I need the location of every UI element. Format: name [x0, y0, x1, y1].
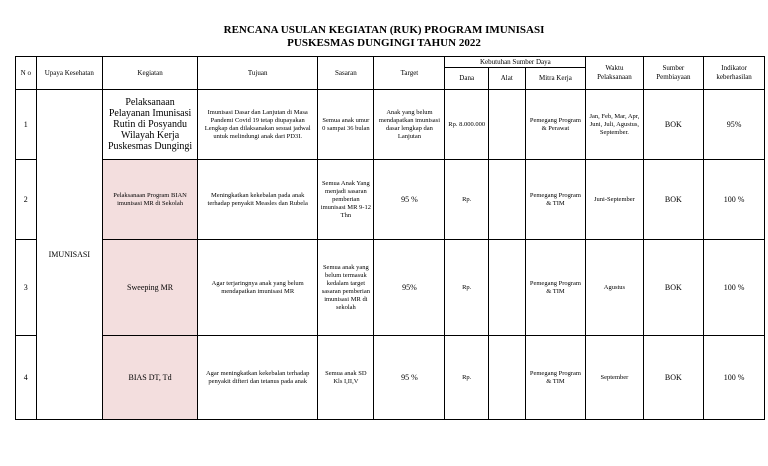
row-sasaran: Semua anak umur 0 sampai 36 bulan	[318, 90, 374, 160]
row-indikator: 95%	[704, 90, 765, 160]
row-sasaran: Semua anak yang belum termasuk kedalam target sasaran pemberian imunisasi MR di sekolah	[318, 240, 374, 336]
row-indikator: 100 %	[704, 240, 765, 336]
row-alat	[488, 160, 525, 240]
row-tujuan: Imunisasi Dasar dan Lanjutan di Masa Pandemi Covid 19 tetap diupayakan Lengkap dan dilaksanakan sesuai jadwal untuk melindungi anak dari PD3I.	[198, 90, 318, 160]
header-waktu: Waktu Pelaksanaan	[586, 57, 643, 90]
row-no: 2	[16, 160, 37, 240]
row-no: 4	[16, 336, 37, 420]
header-mitra: Mitra Kerja	[525, 68, 586, 90]
document-title: RENCANA USULAN KEGIATAN (RUK) PROGRAM IMUNISASI	[223, 24, 545, 36]
header-target: Target	[374, 57, 445, 90]
row-target: Anak yang belum mendapatkan imunisasi dasar lengkap dan Lanjutan	[374, 90, 445, 160]
row-sasaran: Semua Anak Yang menjadi sasaran pemberian imunisasi MR 9-12 Thn	[318, 160, 374, 240]
row-mitra: Pemegang Program & TIM	[525, 160, 586, 240]
table-row	[16, 160, 765, 240]
row-sumber: BOK	[643, 90, 704, 160]
row-sumber: BOK	[643, 160, 704, 240]
table-row	[16, 336, 765, 420]
header-sumber: Sumber Pembiayaan	[643, 57, 704, 90]
header-alat: Alat	[488, 68, 525, 90]
row-kegiatan: BIAS DT, Td	[103, 336, 198, 420]
row-kegiatan: Pelaksanaan Program BIAN imunisasi MR di Sekolah	[103, 160, 198, 240]
ruk-table	[15, 56, 765, 420]
header-sasaran: Sasaran	[318, 57, 374, 90]
row-waktu: Agustus	[586, 240, 643, 336]
row-sumber: BOK	[643, 240, 704, 336]
row-kegiatan: Sweeping MR	[103, 240, 198, 336]
row-kegiatan: Pelaksanaan Pelayanan Imunisasi Rutin di Posyandu Wilayah Kerja Puskesmas Dungingi	[103, 90, 198, 160]
upaya-kesehatan-cell: IMUNISASI	[36, 90, 102, 420]
row-waktu: Jan, Feb, Mar, Apr, Juni, Juli, Agustus, September.	[586, 90, 643, 160]
header-indikator: Indikator keberhasilan	[704, 57, 765, 90]
row-tujuan: Agar meningkatkan kekebalan terhadap penyakit difteri dan tetanus pada anak	[198, 336, 318, 420]
row-mitra: Pemegang Program & Perawat	[525, 90, 586, 160]
table-row	[16, 240, 765, 336]
row-tujuan: Agar terjaringnya anak yang belum mendapatkan imunisasi MR	[198, 240, 318, 336]
header-tujuan: Tujuan	[198, 57, 318, 90]
row-dana: Rp.	[445, 240, 489, 336]
row-indikator: 100 %	[704, 336, 765, 420]
row-no: 1	[16, 90, 37, 160]
row-sasaran: Semua anak SD Kls I,II,V	[318, 336, 374, 420]
row-dana: Rp. 8.000.000	[445, 90, 489, 160]
table-row	[16, 90, 765, 160]
row-target: 95%	[374, 240, 445, 336]
document-subtitle: PUSKESMAS DUNGINGI TAHUN 2022	[287, 37, 481, 49]
header-kebutuhan: Kebutuhan Sumber Daya	[445, 57, 586, 68]
row-mitra: Pemegang Program & TIM	[525, 240, 586, 336]
row-mitra: Pemegang Program & TIM	[525, 336, 586, 420]
row-alat	[488, 336, 525, 420]
row-waktu: Juni-September	[586, 160, 643, 240]
header-dana: Dana	[445, 68, 489, 90]
row-alat	[488, 240, 525, 336]
row-sumber: BOK	[643, 336, 704, 420]
row-target: 95 %	[374, 336, 445, 420]
header-upaya: Upaya Kesehatan	[36, 57, 102, 90]
row-target: 95 %	[374, 160, 445, 240]
row-no: 3	[16, 240, 37, 336]
row-dana: Rp.	[445, 160, 489, 240]
header-kegiatan: Kegiatan	[103, 57, 198, 90]
row-tujuan: Meningkatkan kekebalan pada anak terhadap penyakit Measles dan Rubela	[198, 160, 318, 240]
row-dana: Rp.	[445, 336, 489, 420]
row-indikator: 100 %	[704, 160, 765, 240]
row-alat	[488, 90, 525, 160]
header-no: N o	[16, 57, 37, 90]
row-waktu: September	[586, 336, 643, 420]
